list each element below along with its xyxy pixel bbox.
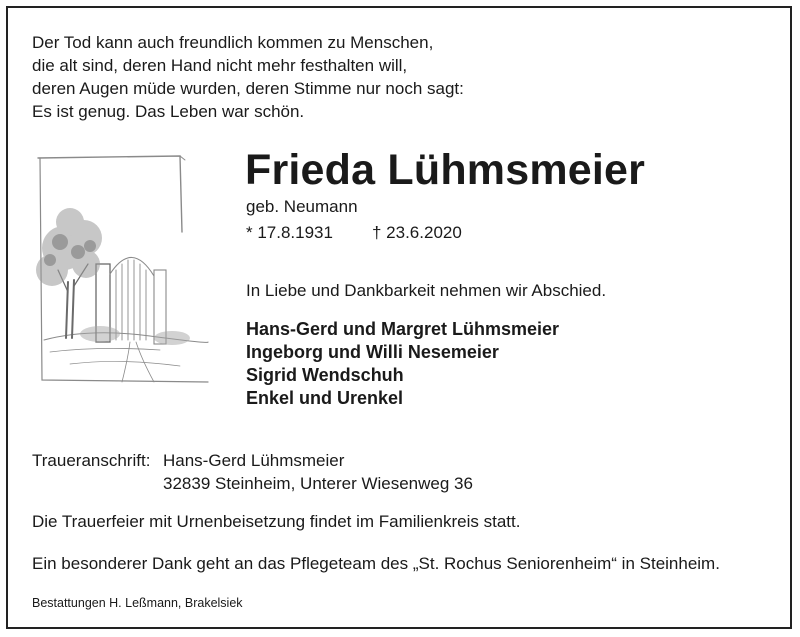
poem bbox=[32, 31, 464, 123]
tree-and-garden-gate-sketch bbox=[30, 152, 216, 384]
mourner: Ingeborg und Willi Nesemeier bbox=[246, 342, 499, 362]
mourner: Enkel und Urenkel bbox=[246, 388, 404, 408]
address-line-2: 32839 Steinheim, Unterer Wiesenweg 36 bbox=[163, 474, 473, 493]
poem-line: Der Tod kann auch freundlich kommen zu Menschen, bbox=[32, 33, 434, 52]
poem-line: die alt sind, deren Hand nicht mehr festhalten will, bbox=[32, 56, 408, 75]
life-dates bbox=[246, 222, 462, 244]
deceased-name: Frieda Lühmsmeier bbox=[245, 146, 646, 194]
farewell-text: In Liebe und Dankbarkeit nehmen wir Abschied. bbox=[246, 281, 607, 300]
thanks-note: Ein besonderer Dank geht an das Pflegeteam des „St. Rochus Seniorenheim“ in Steinheim. bbox=[32, 554, 720, 573]
death-date: † 23.6.2020 bbox=[372, 223, 462, 242]
maiden-name: geb. Neumann bbox=[246, 197, 358, 216]
address-label: Traueranschrift: bbox=[32, 451, 151, 470]
poem-line: Es ist genug. Das Leben war schön. bbox=[32, 102, 305, 121]
birth-date: * 17.8.1931 bbox=[246, 223, 333, 242]
poem-line: deren Augen müde wurden, deren Stimme nur noch sagt: bbox=[32, 79, 464, 98]
mourner: Sigrid Wendschuh bbox=[246, 365, 404, 385]
ceremony-note: Die Trauerfeier mit Urnenbeisetzung findet im Familienkreis statt. bbox=[32, 512, 521, 531]
mourner: Hans-Gerd und Margret Lühmsmeier bbox=[246, 319, 560, 339]
mourning-address bbox=[32, 449, 473, 495]
address-line-1: Hans-Gerd Lühmsmeier bbox=[163, 451, 345, 470]
undertaker-credit: Bestattungen H. Leßmann, Brakelsiek bbox=[32, 596, 243, 610]
mourners-list bbox=[246, 318, 559, 410]
